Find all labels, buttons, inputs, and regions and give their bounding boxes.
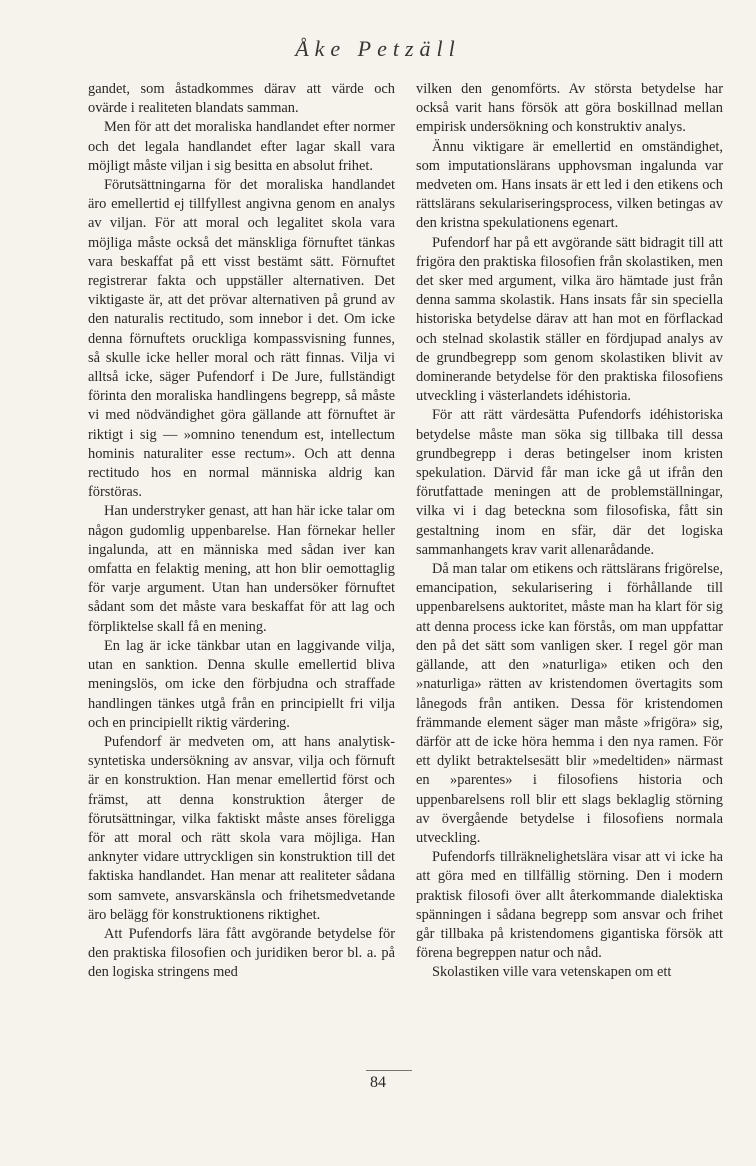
- paragraph: vilken den genomförts. Av största betydelse har också varit hans försök att göra boskillnad mellan empirisk undersökning och konstruktiv analys.: [416, 81, 723, 136]
- paragraph: Då man talar om etikens och rättslärans frigörelse, emancipation, sekularisering i förhållande till uppenbarelsens auktoritet, måste man ha klart för sig att denna process icke kan förstås, om man uppfattar den på det sätt som vanligen sker. I regel gör man gällande, att den »naturliga» etiken och den »naturliga» rätten av kristendomen övertagits som lånegods från antiken. Dessa för kristendomen främmande element säger man måste »frigöra» sig, därför att de icke höra hemma i den nya ramen. För ett dylikt betraktelsesätt blir »medeltiden» närmast en »parentes» i filosofiens historia och uppenbarelsens roll blir ett slags beklaglig störning av övergående betydelse i filosofiens normala utveckling.: [416, 561, 723, 846]
- paragraph: Pufendorf är medveten om, att hans analytisk-syntetiska undersökning av ansvar, vilja och förnuft är en konstruktion. Han menar emellertid först och främst, att denna konstruktion återger de förutsättningar, vilka faktiskt måste anses föreligga för att moral och rätt skola vara möjliga. Han anknyter vidare uttryckligen sin konstruktion till det faktiska handlandet. Han menar att realiteter sådana som samvete, ansvarskänsla och frihetsmedvetande äro belägg för konstruktionens riktighet.: [88, 733, 395, 923]
- paragraph: Att Pufendorfs lära fått avgörande betydelse för den praktiska filosofien och juridiken beror bl. a. på den logiska stringens med: [88, 925, 395, 981]
- page-number: 84: [370, 1074, 386, 1091]
- paragraph: Men för att det moraliska handlandet efter normer och det legala handlandet efter lagar skall vara möjligt måste viljan i sig besitta en absolut frihet.: [88, 119, 395, 174]
- left-column: [88, 80, 395, 983]
- paragraph: Ännu viktigare är emellertid en omständighet, som imputationslärans upphovsman ingalunda var medveten om. Hans insats är ett led i den etikens och rättslärans sekulariseringsprocess, vilken betingas av den kristna spekulationens egenart.: [416, 138, 723, 232]
- paragraph: Förutsättningarna för det moraliska handlandet äro emellertid ej tillfyllest angivna genom en analys av viljan. För att moral och legalitet skola vara möjliga måste också det mänskliga förnuftet tänkas vara beskaffat på ett visst bestämt sätt. Förnuftet registrerar fakta och uppställer alternativen. Det viktigaste är, att det prövar alternativen på grund av den naturalis rectitudo, som innebor i det. Om icke denna förnuftets oruckliga kompassvisning funnes, så skulle icke heller moral och rätt finnas. Vilja vi alltså icke, säger Pufendorf i De Jure, fullständigt förinta den moraliska handlingens begrepp, så måste vi med nödvändighet göra gällande att förnuftet är riktigt i sig — »omnino tenendum est, intellectum hominis naturaliter esse rectum». Och att denna rectitudo hos en normal människa aldrig kan förstöras.: [88, 177, 395, 501]
- paragraph: För att rätt värdesätta Pufendorfs idéhistoriska betydelse måste man söka sig tillbaka till dessa grundbegrepp i deras betingelser inom kristen spekulation. Därvid får man icke gå ut ifrån den förutfattade meningen att de problemställningar, vilka vi i dag beteckna som filosofiska, fått sin gestaltning inom en sfär, där det logiska sammanhangets krav varit allenarådande.: [416, 407, 723, 558]
- footer-rule: [366, 1070, 412, 1071]
- paragraph: Skolastiken ville vara vetenskapen om ett: [432, 964, 672, 981]
- paragraph: En lag är icke tänkbar utan en laggivande vilja, utan en sanktion. Denna skulle emellertid bliva meningslös, om icke den förbjudna och straffade handlingen tänkes utgå från en principiellt fri vilja och en principiellt riktig värdering.: [88, 637, 395, 731]
- paragraph: Pufendorfs tillräknelighetslära visar att vi icke ha att göra med en tillfällig störning. Den i modern praktisk filosofi över allt återkommande dialektiska spänningen i sådana begrepp som ansvar och frihet går tillbaka på kristendomens gigantiska försök att förena begreppen natur och nåd.: [416, 849, 723, 962]
- paragraph: Pufendorf har på ett avgörande sätt bidragit till att frigöra den praktiska filosofien från skolastiken, men det sker med argument, vilka äro hämtade just från denna samma skolastik. Hans insats får sin speciella historiska betydelse därav att han mot en förflackad och stelnad skolastik ställer en fördjupad analys av de grundbegrepp som genom skolastiken blivit av dominerande betydelse för den praktiska filosofiens utveckling i västerlandets idéhistoria.: [416, 234, 723, 405]
- paragraph: Han understryker genast, att han här icke talar om någon gudomlig uppenbarelse. Han förnekar heller ingalunda, att en människa med sådan iver kan omfatta en felaktig mening, att hon blir oemottaglig för varje argument. Utan han undersöker förnuftet sådant som det måste vara beskaffat för att lag och förpliktelse skall få en mening.: [88, 503, 395, 635]
- right-column: [416, 80, 723, 983]
- paragraph: gandet, som åstadkommes därav att värde och ovärde i realiteten blandats samman.: [88, 81, 395, 117]
- running-header: Åke Petzäll: [295, 36, 461, 61]
